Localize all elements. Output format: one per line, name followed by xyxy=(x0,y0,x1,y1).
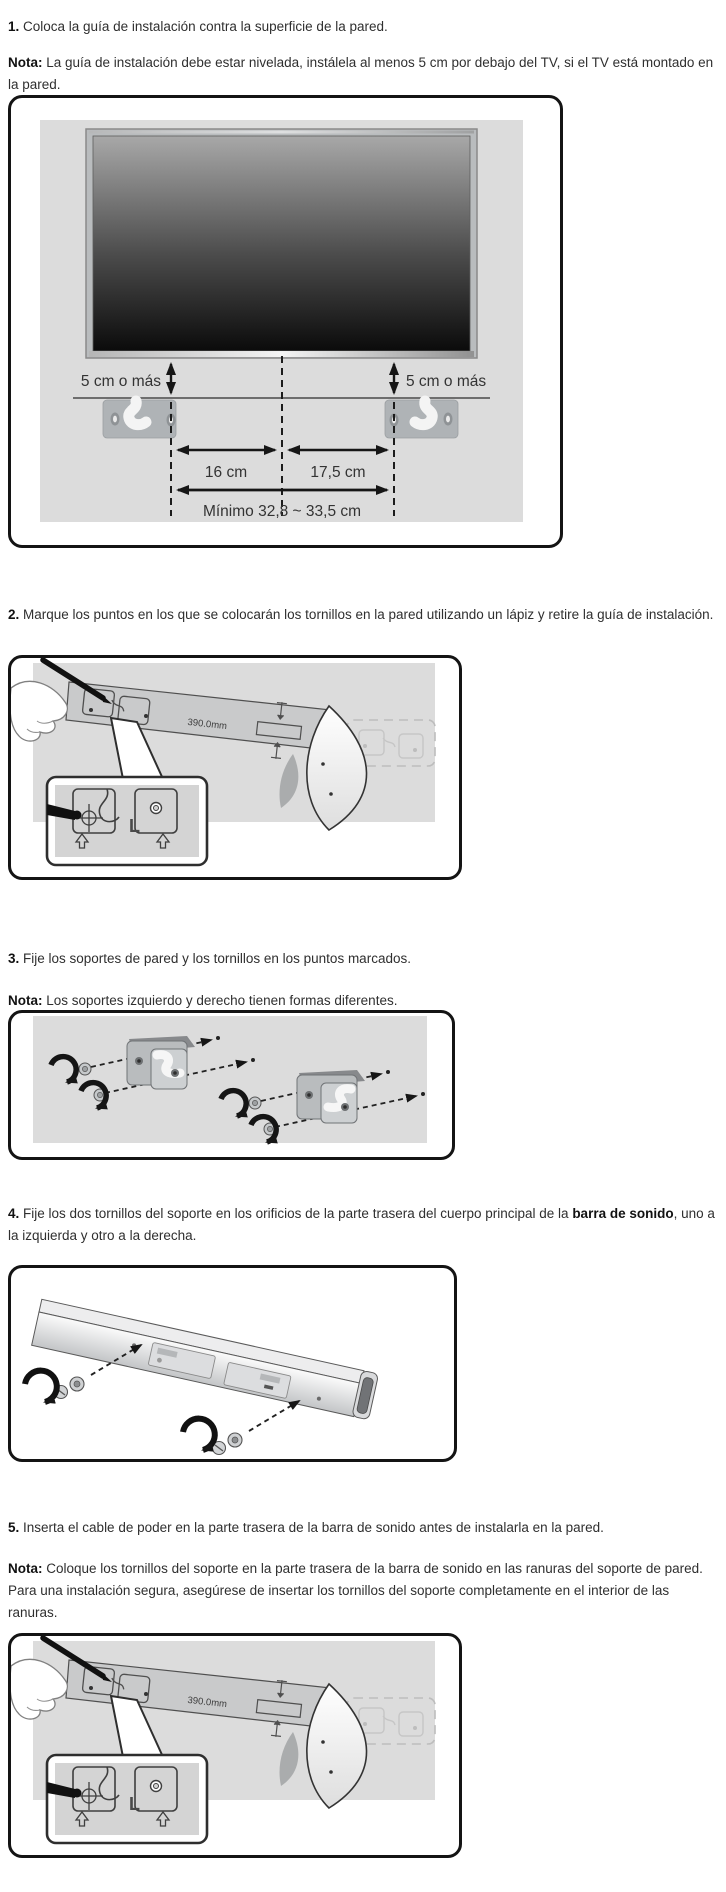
step-2-text: 2. Marque los puntos en los que se colocarán los tornillos en la pared utilizando un lápiz y retire la guía de instalación. xyxy=(8,606,714,622)
template-width-label: 390.0mm xyxy=(186,1694,228,1711)
step-5-text: 5. Inserta el cable de poder en la parte trasera de la barra de sonido antes de instalarla en la pared. xyxy=(8,1519,604,1535)
note-5-text: Nota: Coloque los tornillos del soporte en la parte trasera de la barra de sonido en las ranuras del soporte de pared. Para una instalación segura, asegúrese de insertar los tornillos del soporte completamente en el interior de las ranuras. xyxy=(8,1560,703,1620)
step-4-text: 4. Fije los dos tornillos del soporte en los orificios de la parte trasera del cuerpo principal de la barra de sonido, uno a la izquierda y otro a la derecha. xyxy=(8,1205,715,1243)
figure-5-mark-template xyxy=(8,1633,462,1858)
step-3-number: 3. xyxy=(8,950,20,966)
marked-point xyxy=(73,1789,82,1798)
callout-inset xyxy=(47,1755,207,1843)
step-1-number: 1. xyxy=(8,18,20,34)
step-4-bold-soundbar: barra de sonido xyxy=(572,1205,674,1221)
figure-3-canvas xyxy=(11,1013,452,1157)
figure-3-wall-panel xyxy=(33,1016,427,1143)
left-gap-label: 5 cm o más xyxy=(80,373,161,390)
inset-letter-L: L xyxy=(129,1794,140,1814)
step-2-number: 2. xyxy=(8,606,20,622)
note-1-label: Nota: xyxy=(8,54,43,70)
figure-1-canvas xyxy=(11,98,560,545)
note-5-label: Nota: xyxy=(8,1560,43,1576)
inset-letter-L: L xyxy=(129,816,140,836)
figure-1-install-guide-dimensions xyxy=(8,95,563,548)
step-1-text: 1. Coloca la guía de instalación contra la superficie de la pared. xyxy=(8,18,388,34)
callout-inset xyxy=(47,777,207,865)
step-4-number: 4. xyxy=(8,1205,20,1221)
figure-4-soundbar-screws xyxy=(8,1265,457,1462)
wall-bracket-shape xyxy=(297,1070,365,1123)
figure-5-canvas xyxy=(11,1636,459,1855)
note-1-text: Nota: La guía de instalación debe estar nivelada, instálela al menos 5 cm por debajo del TV, si el TV está montado en la pared. xyxy=(8,54,714,92)
step-3-text: 3. Fije los soportes de pared y los tornillos en los puntos marcados. xyxy=(8,950,411,966)
dim-total-label: Mínimo 32,8 ~ 33,5 cm xyxy=(202,503,362,520)
step-5-number: 5. xyxy=(8,1519,20,1535)
wall-bracket-shape xyxy=(127,1036,195,1089)
right-holder-screw xyxy=(183,1401,299,1455)
figure-2-canvas xyxy=(11,658,459,877)
dim-left-label: 16 cm xyxy=(204,464,248,481)
dim-right-label: 17,5 cm xyxy=(310,464,366,481)
left-wall-bracket xyxy=(103,400,176,438)
tv-illustration xyxy=(86,129,477,358)
soundbar-body xyxy=(32,1299,379,1420)
marked-point xyxy=(73,811,82,820)
note-3-label: Nota: xyxy=(8,992,43,1008)
note-3-text: Nota: Los soportes izquierdo y derecho tienen formas diferentes. xyxy=(8,992,398,1008)
right-gap-label: 5 cm o más xyxy=(406,373,487,390)
figure-2-mark-template xyxy=(8,655,462,880)
right-wall-bracket xyxy=(385,400,458,438)
figure-4-canvas xyxy=(11,1268,454,1459)
template-width-label: 390.0mm xyxy=(186,716,228,733)
figure-3-attach-brackets xyxy=(8,1010,455,1160)
